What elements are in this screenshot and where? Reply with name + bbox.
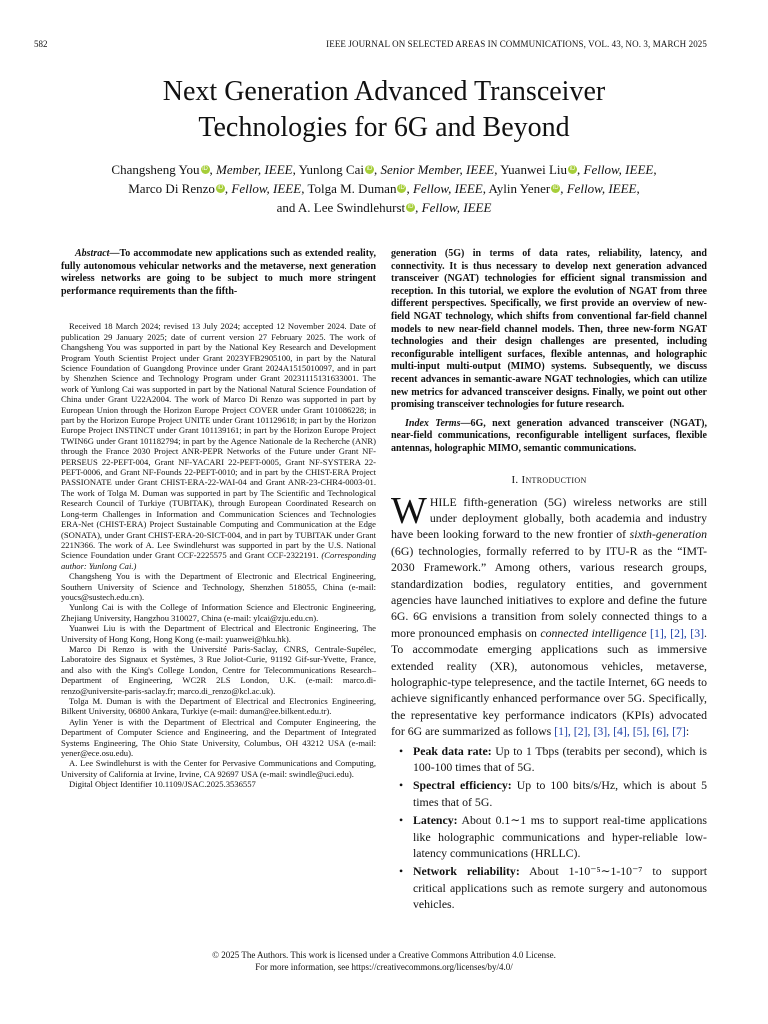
footnote-affiliation: Changsheng You is with the Department of Electronic and Electrical Engineering, Southern University of Science and Technology, Shenzhen 518055, China (e-mail: youcs@sustech.edu.cn). [61, 571, 376, 602]
author-name: Changsheng You [111, 162, 200, 177]
orcid-icon[interactable]: iD [217, 185, 224, 191]
section-heading [391, 474, 707, 486]
author-role: Fellow, IEEE [583, 162, 654, 177]
author-role: Fellow, IEEE [566, 181, 637, 196]
section-number: I. [511, 473, 519, 486]
citation-link[interactable]: [1], [2], [3], [4], [5], [6], [7] [554, 724, 686, 739]
author-name: Aylin Yener [488, 181, 551, 196]
bullet-icon: • [399, 743, 404, 758]
footnote-affiliation: Tolga M. Duman is with the Department of Electrical and Electronics Engineering, Bilkent University, 06800 Ankara, Turkiye (e-mail: duman@ee.bilkent.edu.tr). [61, 696, 376, 717]
author-line-3: and A. Lee Swindlehurst iD , Fellow, IEEE [276, 200, 492, 215]
license-footer [0, 950, 768, 973]
title-line-1: Next Generation Advanced Transceiver [162, 76, 606, 107]
orcid-icon[interactable]: iD [569, 166, 576, 172]
list-item: • Latency: About 0.1∼1 ms to support real-time applications like holographic communications and hyper-reliable low-latency communications (HRLLC). [399, 813, 707, 861]
author-name: A. Lee Swindlehurst [297, 200, 406, 215]
list-item: • Peak data rate: Up to 1 Tbps (terabits per second), which is 100-100 times that of 5G. [399, 743, 707, 774]
abstract-part-1: Abstract—To accommodate new applications such as extended reality, fully autonomous vehicular networks and the metaverse, next generation wireless networks are going to be subject to much more stringent performance requirements than the fifth- [61, 248, 376, 297]
author-role: Senior Member, IEEE [380, 162, 495, 177]
footnote-affiliation: Aylin Yener is with the Department of Electrical and Computer Engineering, the Department of Computer Science and Engineering, and the Department of Integrated Systems Engineering, The Ohio State University, Columbus, OH 43212 USA (e-mail: yener@ece.osu.edu). [61, 716, 376, 759]
footnote-affiliation: Yuanwei Liu is with the Department of Electrical and Electronic Engineering, The University of Hong Kong, Hong Kong (e-mail: yuanwei@hku.hk). [61, 623, 376, 644]
orcid-icon[interactable]: iD [202, 166, 208, 172]
bullet-icon: • [399, 813, 404, 828]
license-line-1: © 2025 The Authors. This work is licensed under a Creative Commons Attribution 4.0 License. [212, 950, 556, 960]
footnotes [61, 321, 376, 789]
list-item: • Network reliability: About 1-10⁻⁵∼1-10⁻⁷ to support critical applications such as remote surgery and autonomous vehicles. [399, 864, 707, 912]
page-number: 582 [34, 39, 48, 49]
corresponding-author: (Corresponding author: Yunlong Cai.) [61, 550, 376, 571]
abstract-part-2: generation (5G) in terms of data rates, reliability, latency, and connectivity. It is thus necessary to develop next generation advanced transceiver (NGAT) technologies for efficient signal transmission and reception. In this tutorial, we explore the evolution of NGAT from three different perspectives. Specifically, we first provide an overview of new-field NGAT technology, which shifts from conventional far-field channel models to new near-field channel models. Then, three new-form NGAT technologies and their design challenges are presented, including reconfigurable intelligent surfaces, flexible antennas, and holographic multi-input multi-output (MIMO) systems. Subsequently, we discuss recent advances in semantic-aware NGAT technologies, which can utilize new metrics for advanced transceiver designs. Finally, we point out other promising transceiver technologies for future research. [391, 248, 707, 411]
orcid-icon[interactable]: iD [552, 185, 559, 191]
footnote-funding: Received 18 March 2024; revised 13 July 2024; accepted 12 November 2024. Date of publication 29 January 2025; date of current version 27 February 2025. The work of Changsheng You was supported in part by the National Key Research and Development Program Youth Scientist Project under Grant 2023YFB2905100, in part by the Natural Science Foundation of Guangdong Province under Grant 2024A1515010097, and in part by Shenzhen Science and Technology Program under Grant 20231115131633001. The work of Yunlong Cai was supported in part by the National Natural Science Foundation of China under Grant U22A2004. The work of Marco Di Renzo was supported in part by European Union through the Horizon Europe Project COVER under Grant 101086228; in part by the Horizon Europe Project UNITE under Grant 101129618; in part by the Horizon Europe Project INSTINCT under Grant 101139161; in part by the Horizon Europe Project TWIN6G under Grant 101182794; in part by the Agence Nationale de la Recherche (ANR) through the France 2030 Project ANR-PEPR Networks of the Future under Grant NF-PERSEUS 22-PEFT-004, Grant NF-YACARI 22-PEFT-0005, Grant NF-SYSTERA 22-PEFT-0006, and Grant NF-Founds 22-PEFT-0010; and in part by the CHIST-ERA Project PASSIONATE under Grant CHIST-ERA-22-WAI-04 and Grant ANR-23-CHR4-0003-01. The work of Tolga M. Duman was supported in part by The Scientific and Technological Research Council of Turkiye (TUBITAK), through European Coordinated Research on Long-term Challenges in Information and Communication Sciences and Technologies ERA-Net (CHIST-ERA) Project Sustainable Computing and Communication at the Edge (SONATA), under Grant CHIST-ERA-20-SICT-004, and in part by TUBITAK under Grant 221N366. The work of A. Lee Swindlehurst was supported in part by the U.S. National Science Foundation under Grant CCF-2225575 and Grant CCF-2322191. (Corresponding author: Yunlong Cai.) [61, 321, 376, 571]
author-role: Fellow, IEEE [412, 181, 483, 196]
orcid-icon[interactable]: iD [366, 166, 373, 172]
drop-cap: W [391, 489, 427, 532]
bullet-icon: • [399, 778, 404, 793]
intro-paragraph: WHILE fifth-generation (5G) wireless networks are still under deployment globally, both academia and industry have been looking forward to the new frontier of sixth-generation (6G) technologies, formally referred to by ITU-R as the “IMT-2030 Framework.” Among others, various research groups, standardization bodies, regulatory entities, and government agencies have launched initiatives to explore and define the future 6G. 6G envisions a transition from solely connected things to a more pronounced emphasis on connected intelligence [1], [2], [3]. To accommodate emerging applications such as immersive extended reality (XR), autonomous vehicles, metaverse, holographic-type telepresence, and the tactile Internet, 6G needs to achieve significantly enhanced performance over 5G. Specifically, the representative key performance indicators (KPIs) advocated for 6G are summarized as follows [1], [2], [3], [4], [5], [6], [7]: [391, 489, 707, 739]
author-role: Fellow, IEEE [421, 200, 492, 215]
footnote-affiliation: Marco Di Renzo is with the Université Paris-Saclay, CNRS, Centrale-Supélec, Laboratoire des Signaux et Systèmes, 3 Rue Joliot-Curie, 91192 Gif-sur-Yvette, France, and also with the King's College London, Centre for Telecommunications Research–Department of Engineering, WC2R 2LS London, U.K. (e-mail: marco.di-renzo@universite-paris-saclay.fr; marco.di_renzo@kcl.ac.uk). [61, 643, 376, 696]
license-line-2[interactable]: For more information, see https://creativecommons.org/licenses/by/4.0/ [255, 961, 513, 972]
paper-title [0, 74, 768, 146]
index-terms-text: 6G, next generation advanced transceiver (NGAT), near-field communications, reconfigurable intelligent surfaces, flexible antennas, holographic MIMO, semantic communications. [391, 417, 707, 454]
doi[interactable]: Digital Object Identifier 10.1109/JSAC.2025.3536557 [69, 779, 256, 790]
author-role: Fellow, IEEE [231, 181, 302, 196]
citation-link[interactable]: [1], [2], [3] [650, 625, 705, 640]
left-column [61, 248, 376, 790]
index-terms-label: Index Terms [405, 417, 461, 429]
abstract-text: To accommodate new applications such as extended reality, fully autonomous vehicular networks and the metaverse, next generation wireless networks are going to be subject to much more stringent performance requirements than the fifth- [61, 248, 376, 297]
bullet-icon: • [399, 864, 404, 879]
footnote-affiliation: Yunlong Cai is with the College of Information Science and Electronic Engineering, Zhejiang University, Hangzhou 310027, China (e-mail: ylcai@zju.edu.cn). [61, 602, 376, 623]
author-role: Member, IEEE [216, 162, 293, 177]
kpi-list [391, 743, 707, 913]
author-and: and [276, 200, 296, 215]
abstract-label: Abstract [75, 248, 110, 259]
author-name: Yunlong Cai [298, 162, 364, 177]
right-column [391, 248, 707, 915]
index-terms: Index Terms—6G, next generation advanced transceiver (NGAT), near-field communications, reconfigurable intelligent surfaces, flexible antennas, holographic MIMO, semantic communications. [391, 417, 707, 454]
orcid-icon[interactable]: iD [399, 185, 405, 191]
section-title: Introduction [521, 473, 587, 486]
footnote-affiliation: A. Lee Swindlehurst is with the Center for Pervasive Communications and Computing, University of California at Irvine, Irvine, CA 92697 USA (e-mail: swindle@uci.edu). [61, 758, 376, 779]
author-name: Yuanwei Liu [500, 162, 568, 177]
orcid-icon[interactable]: iD [407, 204, 414, 210]
author-list [60, 160, 708, 217]
title-line-2: Technologies for 6G and Beyond [198, 112, 570, 143]
journal-header: IEEE JOURNAL ON SELECTED AREAS IN COMMUNICATIONS, VOL. 43, NO. 3, MARCH 2025 [326, 39, 707, 49]
author-name: Marco Di Renzo [128, 181, 215, 196]
author-line-2: Marco Di Renzo iD , Fellow, IEEE, Tolga M. Duman iD , Fellow, IEEE, Aylin Yener iD , Fellow, IEEE, [128, 181, 640, 196]
author-name: Tolga M. Duman [307, 181, 397, 196]
author-line-1: Changsheng You iD , Member, IEEE, Yunlong Cai iD , Senior Member, IEEE, Yuanwei Liu iD , Fellow, IEEE, [111, 162, 657, 177]
list-item: • Spectral efficiency: Up to 100 bits/s/Hz, which is about 5 times that of 5G. [399, 778, 707, 809]
